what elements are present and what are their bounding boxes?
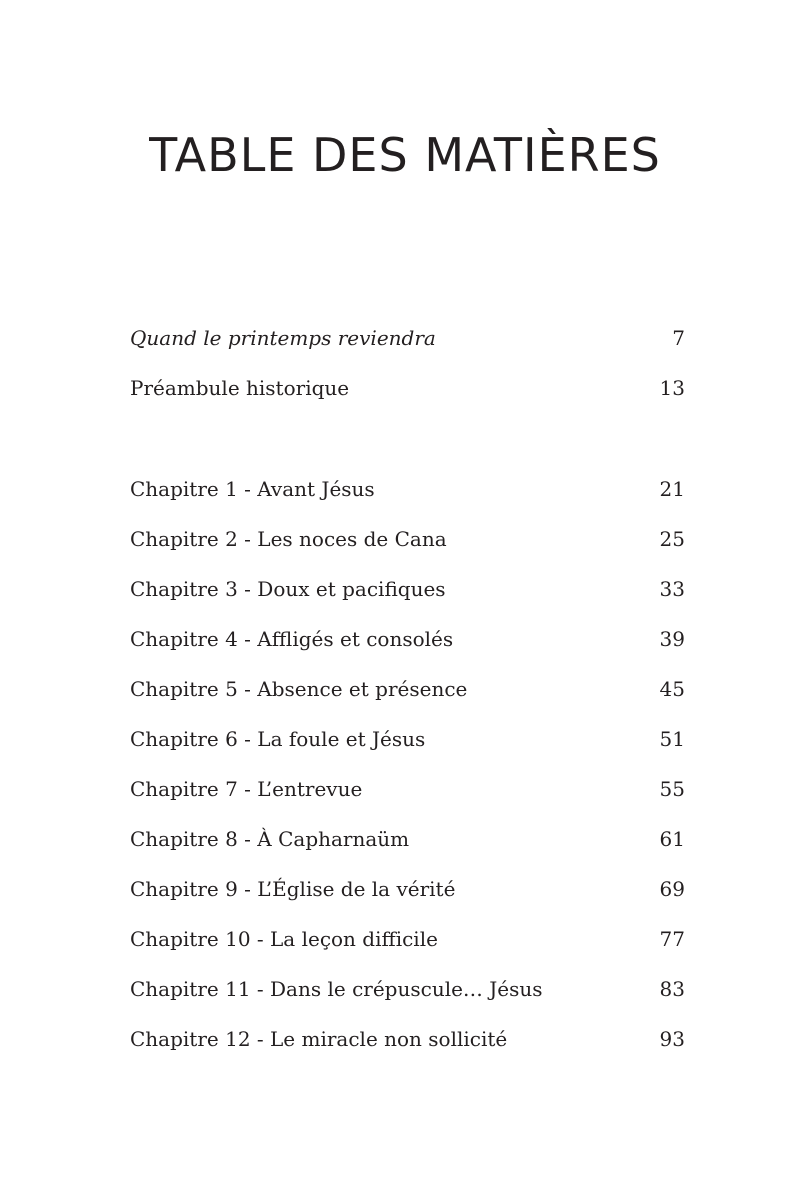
page-title: TABLE DES MATIÈRES [149, 128, 661, 182]
toc-entry-page: 7 [672, 326, 685, 350]
toc-entry-front-1[interactable] [130, 320, 685, 370]
toc-entry-page: 77 [659, 927, 685, 951]
toc-entry-page: 39 [659, 627, 685, 651]
toc-entry-page: 45 [659, 677, 685, 701]
toc-entry-title: Chapitre 8 - À Capharnaüm [130, 827, 410, 851]
toc-entry-chapter-3[interactable] [130, 571, 685, 621]
toc-entry-title: Chapitre 12 - Le miracle non sollicité [130, 1027, 508, 1051]
table-of-contents [130, 320, 685, 1071]
toc-entry-page: 83 [659, 977, 685, 1001]
toc-entry-page: 21 [659, 477, 685, 501]
toc-entry-page: 25 [659, 527, 685, 551]
toc-entry-page: 69 [659, 877, 685, 901]
toc-entry-chapter-8[interactable] [130, 821, 685, 871]
toc-entry-title: Chapitre 4 - Affligés et consolés [130, 627, 454, 651]
section-divider [130, 420, 685, 471]
toc-entry-chapter-4[interactable] [130, 621, 685, 671]
toc-entry-chapter-2[interactable] [130, 521, 685, 571]
toc-entry-chapter-5[interactable] [130, 671, 685, 721]
toc-entry-title: Chapitre 6 - La foule et Jésus [130, 727, 426, 751]
toc-entry-chapter-1[interactable] [130, 471, 685, 521]
toc-entry-title: Chapitre 7 - L’entrevue [130, 777, 363, 801]
toc-entry-title: Chapitre 10 - La leçon difficile [130, 927, 438, 951]
toc-entry-chapter-6[interactable] [130, 721, 685, 771]
toc-entry-title: Quand le printemps reviendra [130, 326, 436, 350]
toc-entry-page: 33 [659, 577, 685, 601]
toc-entry-chapter-11[interactable] [130, 971, 685, 1021]
toc-entry-page: 55 [659, 777, 685, 801]
toc-entry-title: Chapitre 9 - L’Église de la vérité [130, 877, 456, 901]
toc-entry-front-2[interactable] [130, 370, 685, 420]
toc-entry-title: Chapitre 1 - Avant Jésus [130, 477, 375, 501]
toc-entry-title: Chapitre 11 - Dans le crépuscule… Jésus [130, 977, 543, 1001]
toc-entry-chapter-9[interactable] [130, 871, 685, 921]
toc-entry-page: 93 [659, 1027, 685, 1051]
toc-entry-title: Chapitre 5 - Absence et présence [130, 677, 468, 701]
toc-entry-page: 51 [659, 727, 685, 751]
toc-entry-chapter-7[interactable] [130, 771, 685, 821]
toc-entry-title: Chapitre 3 - Doux et pacifiques [130, 577, 446, 601]
toc-entry-page: 61 [659, 827, 685, 851]
toc-entry-page: 13 [659, 376, 685, 400]
toc-entry-chapter-12[interactable] [130, 1021, 685, 1071]
toc-entry-chapter-10[interactable] [130, 921, 685, 971]
toc-entry-title: Préambule historique [130, 376, 350, 400]
toc-entry-title: Chapitre 2 - Les noces de Cana [130, 527, 447, 551]
